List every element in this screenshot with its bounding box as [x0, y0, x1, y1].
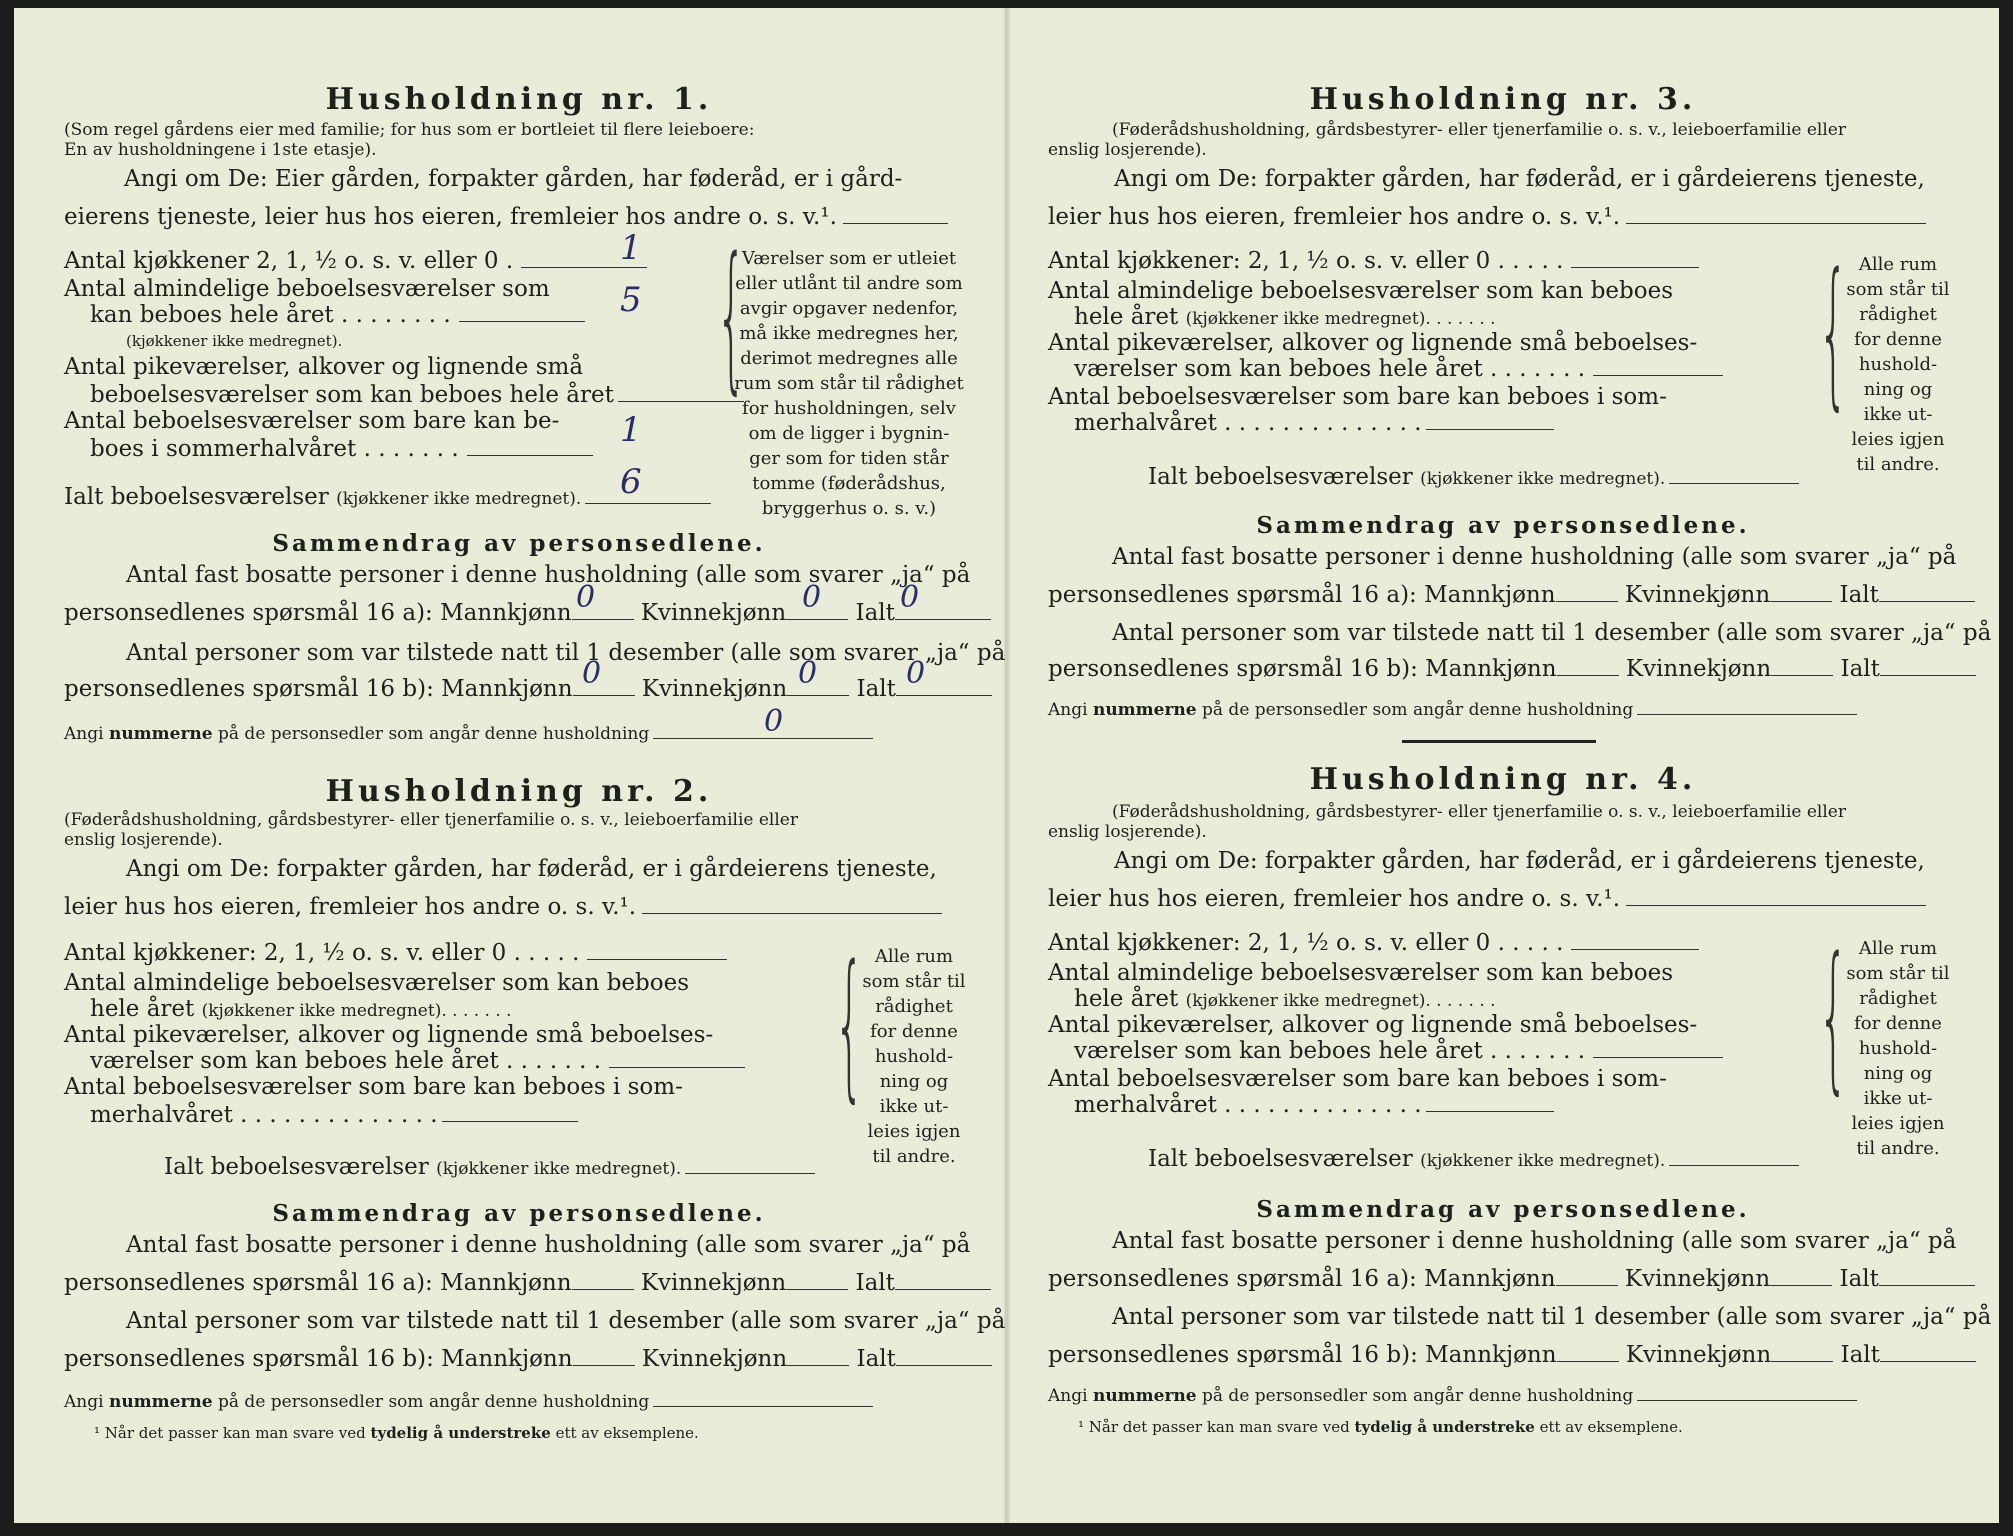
h1-sommer-label: boes i sommerhalvåret . . . . . . .: [90, 436, 459, 462]
h2-kjokken-row: [64, 940, 727, 966]
h1-pike-row-2: [90, 382, 744, 408]
side-note-line: for denne: [1854, 1013, 1942, 1034]
h4-summary-title: Sammendrag av personsedlene.: [1256, 1196, 1750, 1223]
h3-sommer-row-2: [1074, 410, 1554, 436]
h4-16a-kvinne-label: Kvinnekjønn: [1624, 1266, 1771, 1292]
h3-sommer-label: merhalvåret . . . . . . . . . . . . . .: [1074, 410, 1422, 436]
h3-tilst-line-1: Antal personer som var tilstede natt til 1 desember (alle som svarer „ja“ på: [1112, 620, 1992, 646]
h3-alm-row-1: Antal almindelige beboelsesværelser som kan beboes: [1048, 278, 1674, 304]
side-note-line: ning og: [879, 1071, 949, 1092]
h1-16b-kvinne-label: Kvinnekjønn: [641, 676, 788, 702]
h3-nummer-line: [1048, 700, 1857, 720]
h3-angi-text: leier hus hos eieren, fremleier hos andre o. s. v.¹.: [1048, 204, 1621, 230]
h4-pike-label: værelser som kan beboes hele året . . . . . . .: [1074, 1038, 1586, 1064]
left-footnote-bold: tydelig å understreke: [370, 1424, 551, 1442]
h1-kjokken-label: Antal kjøkkener 2, 1, ½ o. s. v. eller 0 .: [64, 248, 514, 274]
page-fold: [1004, 8, 1010, 1523]
side-note-line: hushold-: [874, 1046, 954, 1067]
h4-nummer-pre: Angi: [1048, 1386, 1088, 1406]
h4-ialt-label: Ialt beboelsesværelser: [1148, 1146, 1413, 1172]
side-note-line: Alle rum: [874, 946, 954, 967]
h4-tilst-line-2: [1048, 1342, 1976, 1368]
h2-alm-label: hele året: [90, 996, 195, 1022]
left-page: [64, 0, 1006, 1500]
h2-kjokken-label: Antal kjøkkener: 2, 1, ½ o. s. v. eller 0 . . . . .: [64, 940, 580, 966]
side-note-line: ikke ut-: [1863, 1088, 1933, 1109]
h3-nummer-bold: nummerne: [1092, 700, 1197, 720]
side-note-line: rådighet: [875, 996, 953, 1017]
h2-ialt-row: [164, 1154, 815, 1180]
h3-alm-note: (kjøkkener ikke medregnet). . . . . . .: [1185, 309, 1496, 329]
side-note-line: Alle rum: [1858, 938, 1938, 959]
h3-angi-line-1: Angi om De: forpakter gården, har føderåd, er i gårdeierens tjeneste,: [1114, 166, 1925, 192]
side-note-line: må ikke medregnes her,: [739, 323, 959, 344]
side-note-line: ikke ut-: [879, 1096, 949, 1117]
side-note-line: som står til: [1846, 963, 1950, 984]
h1-nummer-value: 0: [764, 704, 784, 739]
h4-angi-text: leier hus hos eieren, fremleier hos andre o. s. v.¹.: [1048, 886, 1621, 912]
h3-16b-mann-label: personsedlenes spørsmål 16 b): Mannkjønn: [1048, 656, 1557, 682]
household-3-title: Husholdning nr. 3.: [1309, 82, 1697, 117]
left-footnote-post: ett av eksemplene.: [555, 1424, 699, 1442]
h2-summary-title: Sammendrag av personsedlene.: [272, 1200, 766, 1227]
h1-16a-kvinne-value: 0: [802, 580, 822, 615]
left-footnote-pre: ¹ Når det passer kan man svare ved: [94, 1424, 366, 1442]
h3-nummer-post: på de personsedler som angår denne husholdning: [1202, 700, 1634, 720]
side-note-line: derimot medregnes alle: [740, 348, 958, 369]
side-note-line: rum som står til rådighet: [734, 373, 964, 394]
h3-tilst-line-2: [1048, 656, 1976, 682]
h4-ialt-row: [1148, 1146, 1799, 1172]
side-note-line: til andre.: [872, 1146, 956, 1167]
h1-angi-text: eierens tjeneste, leier hus hos eieren, fremleier hos andre o. s. v.¹.: [64, 204, 837, 230]
h1-ialt-label: Ialt beboelsesværelser: [64, 484, 329, 510]
h1-note-1: (Som regel gårdens eier med familie; for hus som er bortleiet til flere leieboere:: [64, 120, 755, 140]
household-2-title: Husholdning nr. 2.: [325, 774, 713, 809]
h3-kjokken-row: [1048, 248, 1699, 274]
side-note-line: bryggerhus o. s. v.): [761, 498, 937, 519]
h2-16a-kvinne-label: Kvinnekjønn: [640, 1270, 787, 1296]
h4-kjokken-label: Antal kjøkkener: 2, 1, ½ o. s. v. eller 0 . . . . .: [1048, 930, 1564, 956]
h2-fast-line-1: Antal fast bosatte personer i denne husholdning (alle som svarer „ja“ på: [126, 1232, 971, 1258]
h1-ialt-row: [64, 484, 711, 510]
h1-alm-value: 5: [620, 280, 642, 320]
h1-16b-ialt-value: 0: [906, 656, 926, 691]
h2-ialt-note: (kjøkkener ikke medregnet).: [436, 1159, 682, 1179]
h4-nummer-bold: nummerne: [1092, 1386, 1197, 1406]
h1-sommer-row-1: Antal beboelsesværelser som bare kan be-: [64, 408, 560, 434]
right-footnote: [1078, 1418, 1683, 1436]
h2-note-2: enslig losjerende).: [64, 830, 223, 850]
h1-kjokken-row: [64, 248, 647, 274]
side-note-line: ning og: [1863, 1063, 1933, 1084]
h1-brace: {: [716, 222, 747, 409]
h3-kjokken-label: Antal kjøkkener: 2, 1, ½ o. s. v. eller 0 . . . . .: [1048, 248, 1564, 274]
h4-alm-row-2: [1074, 986, 1496, 1012]
h2-angi-line-2: [64, 894, 942, 920]
h1-ialt-note: (kjøkkener ikke medregnet).: [336, 489, 582, 509]
h4-tilst-line-1: Antal personer som var tilstede natt til 1 desember (alle som svarer „ja“ på: [1112, 1304, 1992, 1330]
household-1-title: Husholdning nr. 1.: [325, 82, 713, 117]
h3-pike-row-1: Antal pikeværelser, alkover og lignende små beboelses-: [1048, 330, 1698, 356]
h4-16a-mann-label: personsedlenes spørsmål 16 a): Mannkjønn: [1048, 1266, 1556, 1292]
h3-16b-ialt-label: Ialt: [1840, 656, 1880, 682]
h3-16a-mann-label: personsedlenes spørsmål 16 a): Mannkjønn: [1048, 582, 1556, 608]
h4-note-1: (Føderådshusholdning, gårdsbestyrer- eller tjenerfamilie o. s. v., leieboerfamilie eller: [1112, 802, 1846, 822]
household-4-title: Husholdning nr. 4.: [1309, 762, 1697, 797]
side-note-line: ikke ut-: [1863, 404, 1933, 425]
h2-alm-row-1: Antal almindelige beboelsesværelser som kan beboes: [64, 970, 690, 996]
h2-sommer-row-2: [90, 1102, 578, 1128]
h4-16b-ialt-label: Ialt: [1840, 1342, 1880, 1368]
h4-alm-label: hele året: [1074, 986, 1179, 1012]
h2-16a-mann-label: personsedlenes spørsmål 16 a): Mannkjønn: [64, 1270, 572, 1296]
h3-16a-ialt-label: Ialt: [1839, 582, 1879, 608]
h3-side-note: [1838, 252, 1958, 477]
h1-pike-label: beboelsesværelser som kan beboes hele året: [90, 382, 614, 408]
h1-16a-ialt-value: 0: [900, 580, 920, 615]
h1-pike-row-1: Antal pikeværelser, alkover og lignende små: [64, 354, 584, 380]
h1-fast-line-2: [64, 600, 991, 626]
h4-nummer-post: på de personsedler som angår denne husholdning: [1202, 1386, 1634, 1406]
h3-h4-divider: [1402, 740, 1596, 743]
side-note-line: avgir opgaver nedenfor,: [739, 298, 959, 319]
h2-angi-text: leier hus hos eieren, fremleier hos andre o. s. v.¹.: [64, 894, 637, 920]
h4-fast-line-2: [1048, 1266, 1975, 1292]
h2-nummer-bold: nummerne: [108, 1392, 213, 1412]
h2-nummer-pre: Angi: [64, 1392, 104, 1412]
h1-nummer-bold: nummerne: [108, 724, 213, 744]
side-note-line: for husholdningen, selv: [742, 398, 956, 419]
side-note-line: som står til: [862, 971, 966, 992]
h1-16a-mann-value: 0: [576, 580, 596, 615]
h4-note-2: enslig losjerende).: [1048, 822, 1207, 842]
h1-sommer-value: 1: [620, 410, 642, 450]
side-note-line: Værelser som er utleiet: [741, 248, 957, 269]
h2-tilst-line-1: Antal personer som var tilstede natt til 1 desember (alle som svarer „ja“ på: [126, 1308, 1006, 1334]
h3-summary-title: Sammendrag av personsedlene.: [1256, 512, 1750, 539]
side-note-line: til andre.: [1856, 1138, 1940, 1159]
right-page: [1048, 0, 1992, 1500]
side-note-line: eller utlånt til andre som: [735, 273, 963, 294]
h3-alm-row-2: [1074, 304, 1496, 330]
h3-16a-kvinne-label: Kvinnekjønn: [1624, 582, 1771, 608]
side-note-line: til andre.: [1856, 454, 1940, 475]
h2-pike-row-1: Antal pikeværelser, alkover og lignende små beboelses-: [64, 1022, 714, 1048]
left-footnote: [94, 1424, 699, 1442]
h1-sommer-row-2: [90, 436, 593, 462]
h4-angi-line-1: Angi om De: forpakter gården, har føderåd, er i gårdeierens tjeneste,: [1114, 848, 1925, 874]
h3-ialt-row: [1148, 464, 1799, 490]
h2-angi-line-1: Angi om De: forpakter gården, har føderåd, er i gårdeierens tjeneste,: [126, 856, 937, 882]
h1-16b-mann-value: 0: [582, 656, 602, 691]
side-note-line: rådighet: [1859, 988, 1937, 1009]
h4-sommer-row-1: Antal beboelsesværelser som bare kan beboes i som-: [1048, 1066, 1667, 1092]
h1-16b-ialt-label: Ialt: [856, 676, 896, 702]
h2-16b-mann-label: personsedlenes spørsmål 16 b): Mannkjønn: [64, 1346, 573, 1372]
h1-angi-line-1: Angi om De: Eier gården, forpakter gården, har føderåd, er i gård-: [124, 166, 903, 192]
right-footnote-pre: ¹ Når det passer kan man svare ved: [1078, 1418, 1350, 1436]
h4-sommer-label: merhalvåret . . . . . . . . . . . . . .: [1074, 1092, 1422, 1118]
h3-note-2: enslig losjerende).: [1048, 140, 1207, 160]
h3-fast-line-1: Antal fast bosatte personer i denne husholdning (alle som svarer „ja“ på: [1112, 544, 1957, 570]
h4-fast-line-1: Antal fast bosatte personer i denne husholdning (alle som svarer „ja“ på: [1112, 1228, 1957, 1254]
h1-angi-line-2: [64, 204, 948, 230]
h2-brace: {: [834, 930, 865, 1117]
h2-tilst-line-2: [64, 1346, 992, 1372]
h3-ialt-label: Ialt beboelsesværelser: [1148, 464, 1413, 490]
h4-alm-note: (kjøkkener ikke medregnet). . . . . . .: [1185, 991, 1496, 1011]
h1-16a-ialt-label: Ialt: [855, 600, 895, 626]
h4-pike-row-2: [1074, 1038, 1723, 1064]
h1-side-note: [728, 246, 970, 521]
side-note-line: leies igjen: [1851, 429, 1945, 450]
h4-sommer-row-2: [1074, 1092, 1554, 1118]
h2-16b-ialt-label: Ialt: [856, 1346, 896, 1372]
h1-kjokken-value: 1: [620, 228, 642, 268]
h3-16b-kvinne-label: Kvinnekjønn: [1625, 656, 1772, 682]
side-note-line: som står til: [1846, 279, 1950, 300]
h3-brace: {: [1818, 238, 1849, 425]
h2-note-1: (Føderådshusholdning, gårdsbestyrer- eller tjenerfamilie o. s. v., leieboerfamilie eller: [64, 810, 798, 830]
side-note-line: for denne: [870, 1021, 958, 1042]
h3-angi-line-2: [1048, 204, 1926, 230]
h1-alm-label: kan beboes hele året . . . . . . . .: [90, 302, 451, 328]
h1-summary-title: Sammendrag av personsedlene.: [272, 530, 766, 557]
h4-16b-kvinne-label: Kvinnekjønn: [1625, 1342, 1772, 1368]
side-note-line: Alle rum: [1858, 254, 1938, 275]
h2-alm-note: (kjøkkener ikke medregnet). . . . . . .: [201, 1001, 512, 1021]
h2-nummer-post: på de personsedler som angår denne husholdning: [218, 1392, 650, 1412]
h4-16a-ialt-label: Ialt: [1839, 1266, 1879, 1292]
side-note-line: ning og: [1863, 379, 1933, 400]
h2-pike-row-2: [90, 1048, 745, 1074]
h4-nummer-line: [1048, 1386, 1857, 1406]
h3-alm-label: hele året: [1074, 304, 1179, 330]
h1-16a-kvinne-label: Kvinnekjønn: [640, 600, 787, 626]
side-note-line: for denne: [1854, 329, 1942, 350]
h2-ialt-label: Ialt beboelsesværelser: [164, 1154, 429, 1180]
h2-16a-ialt-label: Ialt: [855, 1270, 895, 1296]
h4-brace: {: [1818, 922, 1849, 1109]
h4-pike-row-1: Antal pikeværelser, alkover og lignende små beboelses-: [1048, 1012, 1698, 1038]
h4-kjokken-row: [1048, 930, 1699, 956]
h2-16b-kvinne-label: Kvinnekjønn: [641, 1346, 788, 1372]
h1-nummer-line: [64, 724, 873, 744]
h3-sommer-row-1: Antal beboelsesværelser som bare kan beboes i som-: [1048, 384, 1667, 410]
side-note-line: leies igjen: [867, 1121, 961, 1142]
h1-16a-mann-label: personsedlenes spørsmål 16 a): Mannkjønn: [64, 600, 572, 626]
side-note-line: tomme (føderådshus,: [752, 473, 946, 494]
h1-nummer-post: på de personsedler som angår denne husholdning: [218, 724, 650, 744]
h1-alm-row-2: [90, 302, 585, 328]
h4-16b-mann-label: personsedlenes spørsmål 16 b): Mannkjønn: [1048, 1342, 1557, 1368]
h2-nummer-line: [64, 1392, 873, 1412]
h1-alm-note: (kjøkkener ikke medregnet).: [126, 332, 343, 350]
h4-alm-row-1: Antal almindelige beboelsesværelser som kan beboes: [1048, 960, 1674, 986]
h2-sommer-row-1: Antal beboelsesværelser som bare kan beboes i som-: [64, 1074, 683, 1100]
h4-side-note: [1838, 936, 1958, 1161]
h3-fast-line-2: [1048, 582, 1975, 608]
h1-tilst-line-1: Antal personer som var tilstede natt til 1 desember (alle som svarer „ja“ på: [126, 640, 1006, 666]
h3-nummer-pre: Angi: [1048, 700, 1088, 720]
h1-16b-kvinne-value: 0: [798, 656, 818, 691]
h4-angi-line-2: [1048, 886, 1926, 912]
side-note-line: ger som for tiden står: [749, 448, 949, 469]
h3-ialt-note: (kjøkkener ikke medregnet).: [1420, 469, 1666, 489]
h2-side-note: [854, 944, 974, 1169]
h4-ialt-note: (kjøkkener ikke medregnet).: [1420, 1151, 1666, 1171]
h3-note-1: (Føderådshusholdning, gårdsbestyrer- eller tjenerfamilie o. s. v., leieboerfamilie eller: [1112, 120, 1846, 140]
right-footnote-bold: tydelig å understreke: [1354, 1418, 1535, 1436]
h3-pike-label: værelser som kan beboes hele året . . . . . . .: [1074, 356, 1586, 382]
side-note-line: rådighet: [1859, 304, 1937, 325]
side-note-line: hushold-: [1858, 1038, 1938, 1059]
h2-alm-row-2: [90, 996, 512, 1022]
h1-nummer-pre: Angi: [64, 724, 104, 744]
h2-fast-line-2: [64, 1270, 991, 1296]
h1-alm-row-1: Antal almindelige beboelsesværelser som: [64, 276, 550, 302]
right-footnote-post: ett av eksemplene.: [1539, 1418, 1683, 1436]
side-note-line: om de ligger i bygnin-: [748, 423, 950, 444]
h3-pike-row-2: [1074, 356, 1723, 382]
h1-ialt-value: 6: [620, 462, 642, 502]
side-note-line: leies igjen: [1851, 1113, 1945, 1134]
h2-pike-label: værelser som kan beboes hele året . . . . . . .: [90, 1048, 602, 1074]
h2-sommer-label: merhalvåret . . . . . . . . . . . . . .: [90, 1102, 438, 1128]
side-note-line: hushold-: [1858, 354, 1938, 375]
h1-tilst-line-2: [64, 676, 992, 702]
h1-note-2: En av husholdningene i 1ste etasje).: [64, 140, 377, 160]
h1-fast-line-1: Antal fast bosatte personer i denne husholdning (alle som svarer „ja“ på: [126, 562, 971, 588]
h1-16b-mann-label: personsedlenes spørsmål 16 b): Mannkjønn: [64, 676, 573, 702]
